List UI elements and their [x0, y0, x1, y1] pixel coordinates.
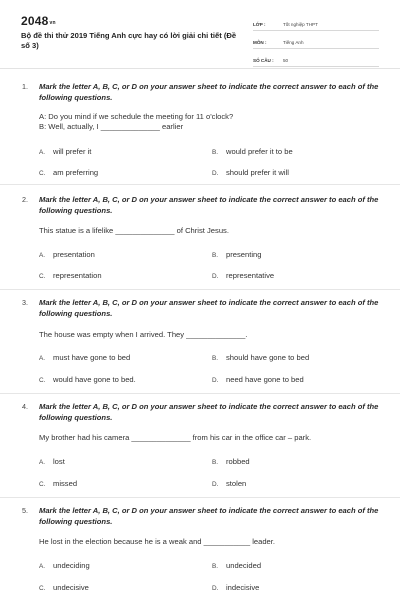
option-a[interactable] — [39, 561, 90, 570]
divider — [0, 184, 400, 185]
option-letter: C. — [39, 377, 46, 384]
option-text: undecisive — [53, 583, 89, 592]
question-number: 2. — [22, 195, 28, 204]
option-letter: B. — [212, 355, 219, 362]
option-letter: B. — [212, 252, 219, 259]
option-text: undeciding — [53, 561, 90, 570]
meta-row-count — [253, 50, 379, 67]
question-instruction: Mark the letter A, B, C, or D on your answer sheet to indicate the correct answer to each of the following questions. — [39, 402, 379, 422]
document-title: Bộ đề thi thử 2019 Tiếng Anh cực hay có lời giải chi tiết (Đề số 3) — [21, 31, 237, 50]
option-text: indecisive — [226, 583, 260, 592]
option-b[interactable] — [212, 353, 309, 362]
logo-text: 2048 — [21, 14, 49, 28]
option-c[interactable] — [39, 479, 77, 488]
option-letter: A. — [39, 252, 46, 259]
option-letter: D. — [212, 170, 219, 177]
option-letter: A. — [39, 149, 46, 156]
option-text: need have gone to bed — [226, 375, 304, 384]
document-header — [0, 0, 400, 69]
question-number: 5. — [22, 506, 28, 515]
option-a[interactable] — [39, 457, 65, 466]
question-instruction: Mark the letter A, B, C, or D on your answer sheet to indicate the correct answer to each of the following questions. — [39, 82, 379, 102]
option-d[interactable] — [212, 168, 289, 177]
option-text: am preferring — [53, 168, 99, 177]
question-instruction: Mark the letter A, B, C, or D on your answer sheet to indicate the correct answer to each of the following questions. — [39, 506, 379, 526]
option-letter: C. — [39, 481, 46, 488]
meta-label: SỐ CÂU : — [253, 58, 274, 63]
option-b[interactable] — [212, 250, 261, 259]
question-stem-line: The house was empty when I arrived. They ______________. — [39, 330, 248, 339]
option-letter: B. — [212, 563, 219, 570]
option-a[interactable] — [39, 147, 91, 156]
question-number: 1. — [22, 82, 28, 91]
meta-value: Tốt nghiệp THPT — [283, 22, 318, 27]
option-letter: D. — [212, 377, 219, 384]
option-letter: D. — [212, 585, 219, 592]
option-c[interactable] — [39, 271, 102, 280]
option-c[interactable] — [39, 583, 89, 592]
option-text: lost — [53, 457, 65, 466]
option-letter: C. — [39, 170, 46, 177]
option-b[interactable] — [212, 457, 250, 466]
site-logo[interactable] — [21, 14, 56, 28]
option-d[interactable] — [212, 375, 304, 384]
option-text: would prefer it to be — [226, 147, 293, 156]
option-c[interactable] — [39, 375, 136, 384]
divider — [0, 393, 400, 394]
question-number: 4. — [22, 402, 28, 411]
option-letter: C. — [39, 585, 46, 592]
question-instruction: Mark the letter A, B, C, or D on your answer sheet to indicate the correct answer to each of the following questions. — [39, 195, 379, 215]
option-c[interactable] — [39, 168, 98, 177]
question-instruction: Mark the letter A, B, C, or D on your answer sheet to indicate the correct answer to each of the following questions. — [39, 298, 379, 318]
option-letter: D. — [212, 481, 219, 488]
divider — [0, 289, 400, 290]
meta-value: 50 — [283, 58, 289, 63]
meta-row-class — [253, 14, 379, 31]
option-text: representative — [226, 271, 275, 280]
option-text: should prefer it will — [226, 168, 289, 177]
option-text: robbed — [226, 457, 250, 466]
option-text: presentation — [53, 250, 95, 259]
option-d[interactable] — [212, 479, 246, 488]
option-text: undecided — [226, 561, 262, 570]
question-stem-line: He lost in the election because he is a weak and ___________ leader. — [39, 537, 275, 546]
meta-label: LỚP : — [253, 22, 266, 27]
option-text: would have gone to bed. — [53, 375, 136, 384]
question-stem-line: My brother had his camera ______________ from his car in the office car – park. — [39, 433, 312, 442]
option-a[interactable] — [39, 353, 130, 362]
option-text: representation — [53, 271, 102, 280]
question-stem-line: B: Well, actually, I ______________ earlier — [39, 122, 184, 131]
option-d[interactable] — [212, 271, 274, 280]
option-letter: B. — [212, 149, 219, 156]
option-d[interactable] — [212, 583, 259, 592]
meta-info — [253, 14, 379, 68]
meta-label: MÔN : — [253, 40, 267, 45]
option-text: should have gone to bed — [226, 353, 310, 362]
divider — [0, 497, 400, 498]
option-text: stolen — [226, 479, 247, 488]
question-number: 3. — [22, 298, 28, 307]
option-letter: B. — [212, 459, 219, 466]
option-text: presenting — [226, 250, 262, 259]
meta-row-subject — [253, 32, 379, 49]
option-b[interactable] — [212, 561, 261, 570]
option-a[interactable] — [39, 250, 95, 259]
option-letter: C. — [39, 273, 46, 280]
option-letter: A. — [39, 459, 46, 466]
meta-value: Tiếng Anh — [283, 40, 304, 45]
option-text: will prefer it — [53, 147, 92, 156]
option-text: must have gone to bed — [53, 353, 131, 362]
option-b[interactable] — [212, 147, 293, 156]
option-letter: A. — [39, 563, 46, 570]
question-stem-line: This statue is a lifelike ______________ of Christ Jesus. — [39, 226, 229, 235]
question-stem-line: A: Do you mind if we schedule the meeting for 11 o'clock? — [39, 112, 234, 121]
logo-suffix: vn — [49, 20, 56, 26]
option-letter: D. — [212, 273, 219, 280]
option-text: missed — [53, 479, 78, 488]
option-letter: A. — [39, 355, 46, 362]
